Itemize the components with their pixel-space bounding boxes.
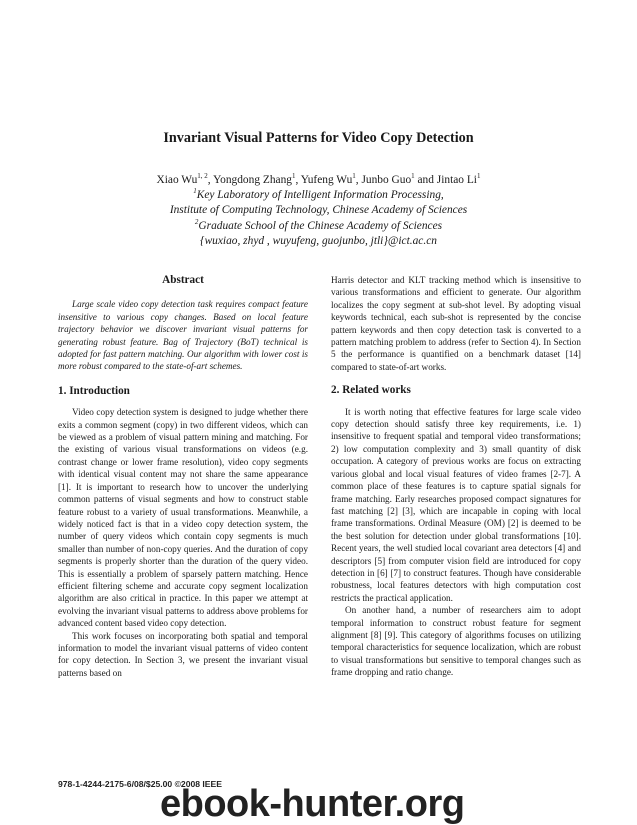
left-column — [58, 274, 308, 679]
section-2-paragraph-1: It is worth noting that effective features for large scale video copy detection should satisfy three key requirements, i.e. 1) insensitive to frequent spatial and temporal video transformations; 2) low computation complexity and 3) small quantity of disk occupation. A category of previous works are focus on extracting various global and local visual features of video frames [2-7]. A common place of these features is to capture spatial signals for frame matching. Early researches proposed compact signatures for fast matching [2] [3], which are incapable in coping with local frame transformations. Ordinal Measure (OM) [2] is deemed to be the best solution for detection under global transformations [10]. Recent years, the well studied local covariant area detectors [4] and descriptors [5] from computer vision field are introduced for copy detection in [6] [7] to construct features. Though have considerable robustness, local features detectors with high computation cost restricts the practical application. — [331, 406, 581, 603]
section-2-paragraph-2: On another hand, a number of researchers aim to adopt temporal information to construct robust feature for segment alignment [8] [9]. This category of algorithms focuses on utilizing temporal characteristics for sequence localization, which are robust to visual transformations but sensitive to temporal changes such as frame dropping and ratio change. — [331, 605, 581, 678]
watermark-logo: ebook-hunter.org — [160, 783, 465, 825]
section-2-heading: 2. Related works — [331, 384, 411, 397]
affiliation-1-institute: Institute of Computing Technology, Chinese Academy of Sciences — [169, 204, 468, 217]
section-1-paragraph-2: This work focuses on incorporating both spatial and temporal information to model the invariant visual patterns of video content for copy detection. In Section 3, we present the invariant visual patterns based on — [58, 630, 308, 678]
section-1-paragraph-1: Video copy detection system is designed to judge whether there exits a common segment (copy) in two different videos, which can be viewed as a problem of visual pattern mining and matching. For the existing of various visual transformations on videos (e.g. contrast change or lower frame resolution), video copy segments with identical visual content may not share the same appearance [1]. It is important to research how to uncover the underlying common patterns of visual segments and how to construct stable feature robust to a variety of usual transformations. Meanwhile, a widely noticed fact is that in a video copy detection system, the number of query videos which contain copy segments is much smaller than number of non-copy queries. And the duration of copy segments is properly shorter than the duration of the query video. This is essentially a problem of sparsely pattern matching. Hence efficient filtering scheme and accurate copy segment localization algorithm are also critical in practice. In this paper we attempt at evolving the invariant visual patterns to address above problems for advanced content based video copy detection. — [58, 407, 308, 629]
affiliation-2: $^2$Graduate School of the Chinese Academy of Sciences — [194, 217, 443, 232]
affiliation-1: $^1$Key Laboratory of Intelligent Information Processing, — [193, 187, 444, 202]
right-column — [331, 274, 581, 679]
abstract-heading: Abstract — [162, 274, 204, 286]
section-1-heading: 1. Introduction — [58, 384, 130, 397]
section-1-continued: Harris detector and KLT tracking method which is insensitive to various transformations and efficient to generate. Our algorithm localizes the copy segment at sub-shot level. By adopting visual keywords technical, each sub-shot is represented by the concise pattern keywords and then copy detection task is converted to a pattern matching problem to address (refer to Section 4). In Section 5 the performance is quantified on a benchmark dataset [14] compared to state-of-art works. — [331, 275, 581, 372]
paper-title: Invariant Visual Patterns for Video Copy Detection — [163, 130, 474, 146]
author-emails: {wuxiao, zhyd , wuyufeng, guojunbo, jtli}@ict.ac.cn — [200, 234, 437, 247]
abstract-text: Large scale video copy detection task requires compact feature insensitive to various copy changes. Based on local feature trajectory behavior we discover invariant visual patterns for generating robust feature. Bag of Trajectory (BoT) technical is adopted for fast pattern matching. Our algorithm with lower cost is more robust compared to the state-of-art schemes. — [58, 299, 308, 372]
author-names: Xiao Wu$^{1, 2}$, Yongdong Zhang$^1$, Yufeng Wu$^1$, Junbo Guo$^1$ and Jintao Li$^1$ — [156, 172, 481, 186]
copyright-footer: 978-1-4244-2175-6/08/$25.00 ©2008 IEEE — [58, 779, 223, 789]
author-block — [0, 173, 637, 249]
